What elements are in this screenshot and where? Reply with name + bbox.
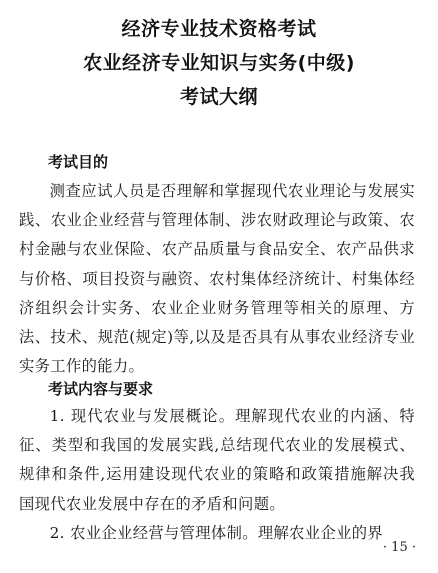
title-line-3: 考试大纲 [179, 86, 258, 108]
purpose-paragraph: 测查应试人员是否理解和掌握现代农业理论与发展实践、农业企业经营与管理体制、涉农财政理论与政策、农村金融与农业保险、农产品质量与食品安全、农产品供求与价格、项目投资与融资、农村集体经济统计、村集体经济组织会计实务、农业企业财务管理等相关的原理、方法、技术、规范(规定)等,以及是否具有从事农业经济专业实务工作的能力。 [19, 182, 415, 376]
content-item-1: 1. 现代农业与发展概论。理解现代农业的内涵、特征、类型和我国的发展实践,总结现代农业的发展模式、规律和条件,运用建设现代农业的策略和政策措施解决我国现代农业发展中存在的矛盾和问题。 [19, 407, 415, 513]
title-line-1: 经济专业技术资格考试 [121, 18, 317, 40]
purpose-heading: 考试目的 [48, 153, 109, 171]
content-item-2: 2. 农业企业经营与管理体制。理解农业企业的界 [49, 524, 384, 542]
page-number: · 15 · [382, 540, 416, 555]
content-heading: 考试内容与要求 [48, 380, 154, 398]
title-line-2: 农业经济专业知识与实务(中级) [83, 52, 355, 74]
document-title [0, 12, 438, 114]
